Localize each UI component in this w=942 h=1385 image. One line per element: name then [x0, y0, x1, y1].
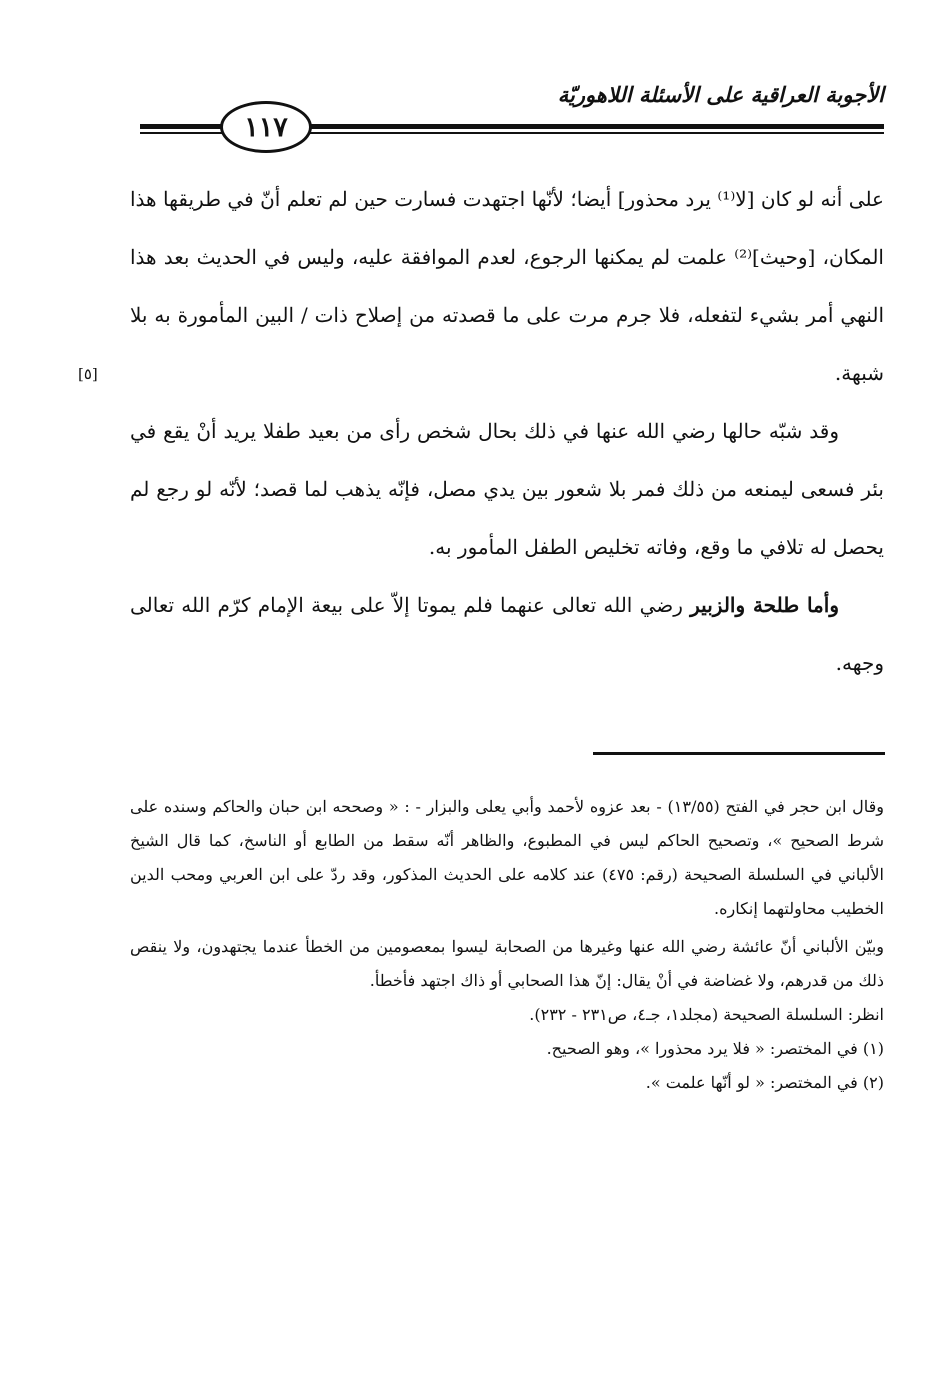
- paragraph-3-bold-lead: وأما طلحة والزبير: [690, 593, 839, 617]
- footnote-separator: [593, 752, 885, 755]
- book-title: الأجوبة العراقية على الأسئلة اللاهوريّة: [557, 82, 884, 107]
- paragraph-2: وقد شبّه حالها رضي الله عنها في ذلك بحال شخص رأى من بعيد طفلا يريد أنْ يقع في بئر فسعى ليمنعه من ذلك فمر بلا شعور بين يدي مصل، فإنّه يذهب لما قصد؛ لأنّه لو رجع لم يحصل له تلافي ما وقع، وفاته تخليص الطفل المأمور به.: [130, 419, 884, 559]
- paragraph-1: على أنه لو كان [لا⁽¹⁾ يرد محذور] أيضا؛ لأنّها اجتهدت فسارت حين لم تعلم أنّ في طريقها هذا المكان، [وحيث]⁽²⁾ علمت لم يمكنها الرجوع، لعدم الموافقة عليه، وليس في الحديث بعد هذا النهي أمر بشيء لتفعله، فلا جرم مرت على ما قصدته من إصلاح ذات / البين المأمورة به بلا شبهة.: [130, 187, 884, 385]
- page-number: ١١٧: [220, 101, 312, 153]
- paragraph-3-text: رضي الله تعالى عنهما فلم يموتا إلاّ على بيعة الإمام كرّم الله تعالى وجهه.: [130, 593, 884, 675]
- paragraph-3: [130, 576, 884, 692]
- footnote-2: (٢) في المختصر: « لو أنّها علمت ».: [645, 1073, 884, 1092]
- footnote-continuation-2: وبيّن الألباني أنّ عائشة رضي الله عنها وغيرها من الصحابة ليسوا بمعصومين من الخطأ عندما يجتهدون، ولا ينقص ذلك من قدرهم، ولا غضاضة في أنْ يقال: إنّ هذا الصحابي أو ذاك اجتهد فأخطأ.: [130, 937, 884, 990]
- footnote-continuation-3: انظر: السلسلة الصحيحة (مجلد١، جـ٤، ص٢٣١ - ٢٣٢).: [529, 1005, 884, 1024]
- main-text: [130, 170, 884, 692]
- footnote-continuation-1: وقال ابن حجر في الفتح (١٣/٥٥) - بعد عزوه لأحمد وأبي يعلى والبزار - : « وصححه ابن حبان والحاكم وسنده على شرط الصحيح »، وتصحيح الحاكم ليس في المطبوع، والظاهر أنّه سقط من الطابع أو الناسخ، كما قال الشيخ الألباني في السلسلة الصحيحة (رقم: ٤٧٥) عند كلامه على الحديث المذكور، وقد ردّ على ابن العربي ومحب الدين الخطيب محاولتهما إنكاره.: [130, 797, 885, 918]
- footnote-1: (١) في المختصر: « فلا يرد محذورا »، وهو الصحيح.: [546, 1039, 884, 1058]
- margin-reference: [٥]: [78, 365, 98, 383]
- footnotes: [130, 790, 884, 1100]
